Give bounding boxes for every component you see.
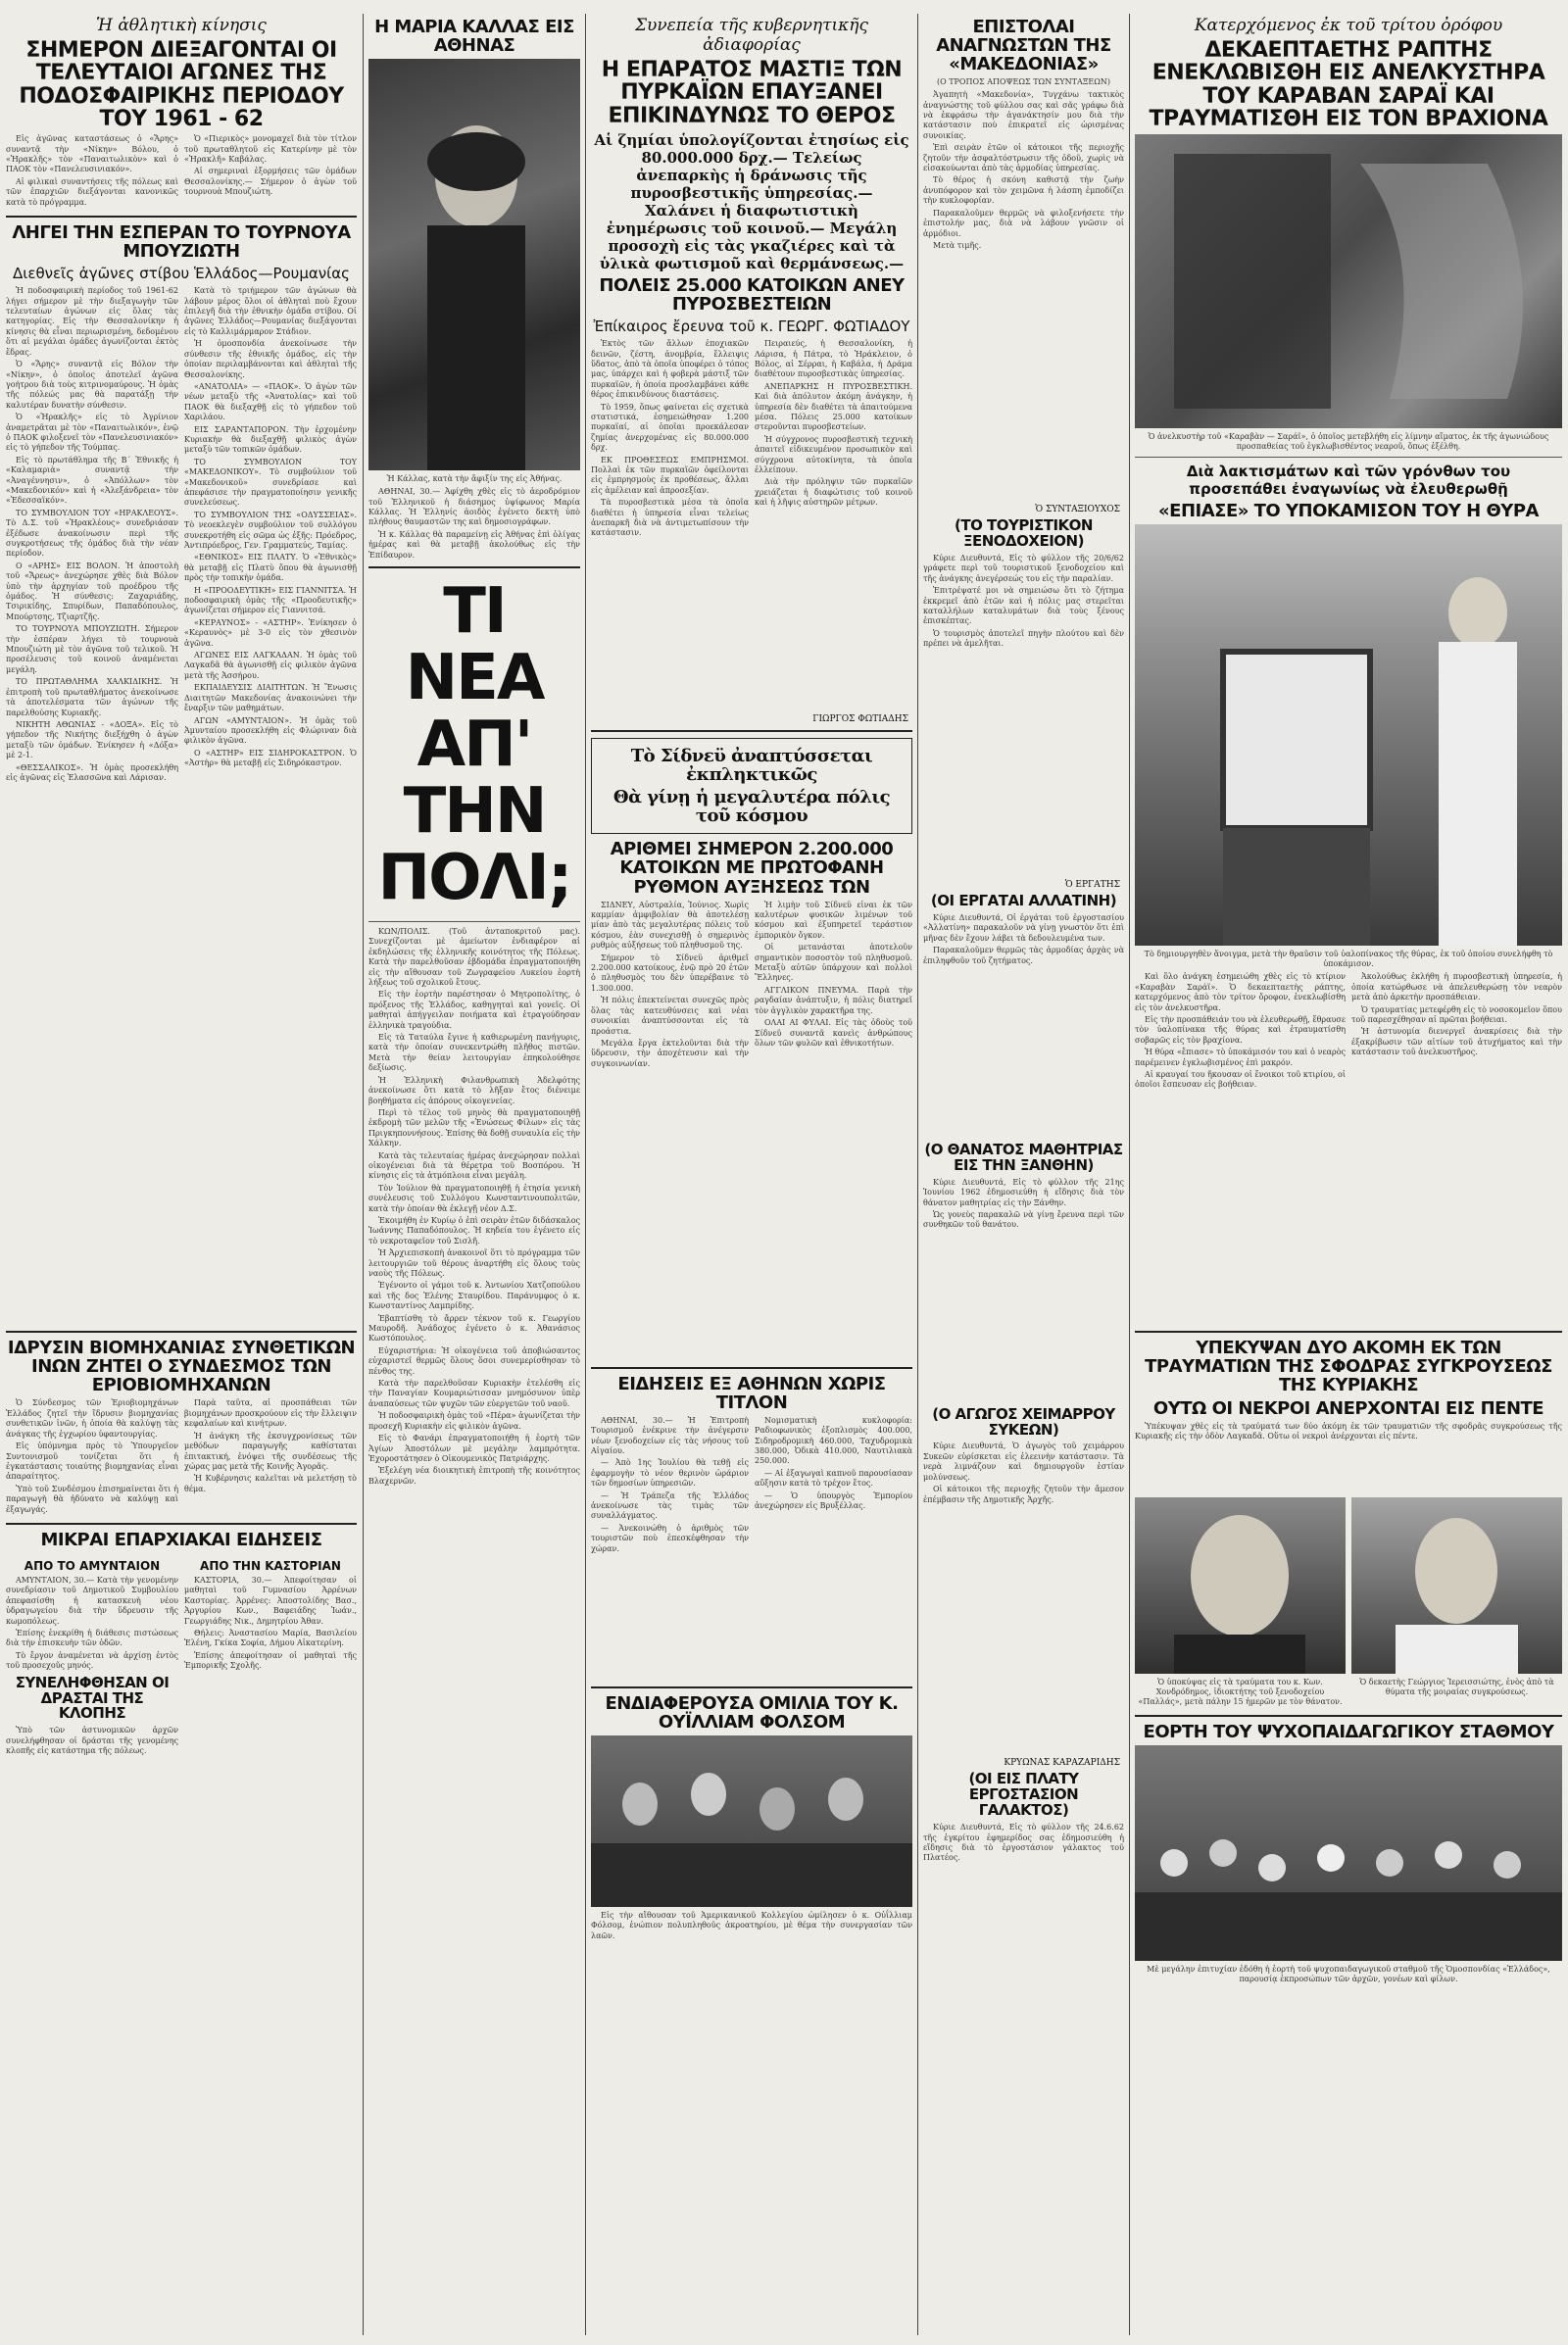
- column-rule: [1129, 14, 1130, 2335]
- elevator-photo: [1135, 134, 1562, 428]
- fire-kicker: Συνεπεία τῆς κυβερνητικῆς ἀδιαφορίας: [634, 16, 869, 55]
- injured-subheadline: ΟΥΤΩ ΟΙ ΝΕΚΡΟΙ ΑΝΕΡΧΟΝΤΑΙ ΕΙΣ ΠΕΝΤΕ: [1152, 1397, 1544, 1419]
- child-center-caption: Μὲ μεγάλην ἐπιτυχίαν ἐδόθη ἡ ἑορτὴ τοῦ ψυχοπαιδαγωγικοῦ σταθμοῦ τῆς Ὁμοσπονδίας «Ἑλλάδος», παρουσίᾳ ἐκπροσώπων τῶν ἀρχῶν, γονέων καὶ φίλων.: [1147, 1964, 1550, 1983]
- sydney-body: ΣΙΔΝΕΥ, Αὐστραλία, Ἰούνιος. Χωρὶς καμμίαν ἀμφιβολίαν θὰ ἀποτελέσῃ μίαν ἀπὸ τὰς μεγαλυτέρας πόλεις τοῦ κόσμου, ἐὰν συνεχισθῇ ὁ σημερινὸς ρυθμὸς αὐξήσεως τοῦ πληθυσμοῦ της. Σήμερον τὸ Σίδνεϋ ἀριθμεῖ 2.200.000 κατοίκους, ἐνῷ πρὸ 20 ἐτῶν ὁ πληθυσμὸς του δὲν ὑπερέβαινε τὸ 1.300.000. Ἡ πόλις ἐπεκτείνεται συνεχῶς πρὸς ὅλας τὰς κατευθύνσεις καὶ νέαι συνοικίαι ἀναπτύσσονται εἰς τὰ προάστια. Μεγάλα ἔργα ἐκτελοῦνται διὰ τὴν ὕδρευσιν, τὴν ἀποχέτευσιν καὶ τὴν συγκοινωνίαν. Ἡ λιμὴν τοῦ Σίδνεϋ εἶναι ἐκ τῶν καλυτέρων φυσικῶν λιμένων τοῦ κόσμου καὶ ἐξυπηρετεῖ τεράστιον ἐμπορικὸν ὄγκον. Οἱ μετανάσται ἀποτελοῦν σημαντικὸν ποσοστὸν τοῦ πληθυσμοῦ. Μεταξὺ αὐτῶν ὑπάρχουν καὶ πολλοὶ Ἕλληνες. ΑΓΓΛΙΚΟΝ ΠΝΕΥΜΑ. Παρὰ τὴν ραγδαίαν ἀνάπτυξιν, ἡ πόλις διατηρεῖ τὸν ἀγγλικὸν χαρακτῆρα της. ΟΛΑΙ ΑΙ ΦΥΛΑΙ. Εἰς τὰς ὁδοὺς τοῦ Σίδνεϋ συναντᾶ κανεὶς ἀνθρώπους ὅλων τῶν φυλῶν καὶ ἐθνικοτήτων.: [591, 900, 912, 1068]
- letter-milk-title: (ΟΙ ΕΙΣ ΠΛΑΤΥ ΕΡΓΟΣΤΑΣΙΟΝ ΓΑΛΑΚΤΟΣ): [968, 1770, 1079, 1820]
- provincial-headline: ΜΙΚΡΑΙ ΕΠΑΡΧΙΑΚΑΙ ΕΙΔΗΣΕΙΣ: [40, 1529, 322, 1550]
- sports-headline: ΣΗΜΕΡΟΝ ΔΙΕΞΑΓΟΝΤΑΙ ΟΙ ΤΕΛΕΥΤΑΙΟΙ ΑΓΩΝΕΣ ΤΗΣ ΠΟΔΟΣΦΑΙΡΙΚΗΣ ΠΕΡΙΟΔΟΥ ΤΟΥ 1961 - 62: [19, 38, 344, 131]
- injured-headline: ΥΠΕΚΥΨΑΝ ΔΥΟ ΑΚΟΜΗ ΕΚ ΤΩΝ ΤΡΑΥΜΑΤΙΩΝ ΤΗΣ ΣΦΟΔΡΑΣ ΣΥΓΚΡΟΥΣΕΩΣ ΤΗΣ ΚΥΡΙΑΚΗΣ: [1145, 1338, 1552, 1396]
- sydney-headline-1: Τὸ Σίδνεϋ ἀναπτύσσεται ἐκπληκτικῶς: [630, 746, 873, 786]
- sarai-body: Καὶ ὅλο ἀνάγκη ἐσημειώθη χθὲς εἰς τὸ κτίριον «Καραβὰν Σαράϊ». Ὁ δεκαεπταετὴς ράπτης, κατερχόμενος ἀπὸ τὸν τρίτον ὄροφον, ἐνεκλωβίσθη εἰς τὸν ἀνελκυστῆρα. Εἰς τὴν προσπάθειάν του νὰ ἐλευθερωθῇ, ἔθραυσε τὸν ὑαλοπίνακα τῆς θύρας καὶ ἐτραυματίσθη σοβαρῶς εἰς τὸν βραχίονα. Ἡ θύρα «ἔπιασε» τὸ ὑποκάμισόν του καὶ ὁ νεαρὸς παρέμεινεν ἐγκλωβισμένος ἐπὶ μακρόν. Αἱ κραυγαί του ἤκουσαν οἱ ἔνοικοι τοῦ κτιρίου, οἱ ὁποῖοι ἔσπευσαν εἰς βοήθειαν. Ἀκολούθως ἐκλήθη ἡ πυροσβεστικὴ ὑπηρεσία, ἡ ὁποία κατώρθωσε νὰ ἀπελευθερώσῃ τὸν νεαρὸν μετὰ ἀπὸ ἀρκετὴν προσπάθειαν. Ὁ τραυματίας μετεφέρθη εἰς τὸ νοσοκομεῖον ὅπου τοῦ παρεσχέθησαν αἱ πρῶται βοήθειαι. Ἡ ἀστυνομία διενεργεῖ ἀνακρίσεις διὰ τὴν ἐξακρίβωσιν τῶν αἰτίων τοῦ ἀτυχήματος καὶ τὴν κατάστασιν τοῦ ἀνελκυστῆρος.: [1135, 972, 1562, 1090]
- letters-note: (Ο ΤΡΟΠΟΣ ΑΠΟΨΕΩΣ ΤΩΝ ΣΥΝΤΑΞΕΩΝ): [936, 77, 1111, 87]
- callas-photo: [368, 59, 580, 470]
- column-rule: [585, 14, 586, 2335]
- provincial-kastoria-body: ΚΑΣΤΟΡΙΑ, 30.— Ἀπεφοίτησαν οἱ μαθηταὶ τοῦ Γυμνασίου Ἀρρένων Καστορίας. Ἀρρένες: Ἀποστολίδης Βασ., Ἀργυρίου Κων., Βαφειάδης Ἰωάν., Γεωργιάδης Νικ., Δημητρίου Ἀθαν. Θήλεις: Ἀναστασίου Μαρία, Βασιλείου Ἑλένη, Γκίκα Σοφία, Δήμου Αἰκατερίνη. Ἐπίσης ἀπεφοίτησαν οἱ μαθηταὶ τῆς Ἐμπορικῆς Σχολῆς.: [184, 1576, 357, 1671]
- letter-workers-title: (ΟΙ ΕΡΓΑΤΑΙ ΑΛΛΑΤΙΝΗ): [930, 892, 1117, 910]
- provincial-amyntaion-body: ΑΜΥΝΤΑΙΟΝ, 30.— Κατὰ τὴν γενομένην συνεδρίασιν τοῦ Δημοτικοῦ Συμβουλίου ἀπεφασίσθη ἡ κατασκευὴ νέου ὑδραγωγείου διὰ τὴν ὕδρευσιν τῆς κωμοπόλεως. Ἐπίσης ἐνεκρίθη ἡ διάθεσις πιστώσεως διὰ τὴν ἐπισκευὴν τῶν ὁδῶν. Τὸ ἔργον ἀναμένεται νὰ ἀρχίσῃ ἐντὸς τοῦ προσεχοῦς μηνός.: [6, 1576, 178, 1671]
- callas-body: ΑΘΗΝΑΙ, 30.— Ἀφίχθη χθὲς εἰς τὸ ἀεροδρόμιον τοῦ Ἑλληνικοῦ ἡ διάσημος ὑψίφωνος Μαρία Κάλλας. Ἡ Ἑλληνίς ἀοιδὸς ἐγένετο δεκτὴ ὑπὸ πλήθους θαυμαστῶν της καὶ δημοσιογράφων. Ἡ κ. Κάλλας θὰ παραμείνῃ εἰς Ἀθήνας ἐπὶ ὀλίγας ἡμέρας καὶ θὰ μεταβῇ ἀκολούθως εἰς τὴν Ἐπίδαυρον.: [368, 487, 580, 560]
- child-center-photo: [1135, 1745, 1562, 1961]
- tournament-headline: ΛΗΓΕΙ ΤΗΝ ΕΣΠΕΡΑΝ ΤΟ ΤΟΥΡΝΟΥΑ ΜΠΟΥΖΙΩΤΗ: [12, 222, 351, 263]
- letters-column: ΕΠΙΣΤΟΛΑΙ ΑΝΑΓΝΩΣΤΩΝ ΤΗΣ «ΜΑΚΕΔΟΝΙΑΣ» (Ο ΤΡΟΠΟΣ ΑΠΟΨΕΩΣ ΤΩΝ ΣΥΝΤΑΞΕΩΝ) Ἀγαπητὴ «Μακεδονία», Τυγχάνω τακτικὸς ἀναγνώστης τοῦ φύλλου σας καὶ σᾶς γράφω διὰ νὰ ἐκφράσω τὴν ἀγανάκτησίν μου διὰ τὴν κατάστασιν ποὺ ἐπικρατεῖ εἰς ὡρισμένας συνοικίας. Ἐπὶ σειρὰν ἐτῶν οἱ κάτοικοι τῆς περιοχῆς ζητοῦν τὴν ἀσφαλτόστρωσιν τῆς ὁδοῦ, χωρὶς νὰ εἰσακούωνται ἀπὸ τὰς ἁρμοδίας ὑπηρεσίας. Τὸ θέρος ἡ σκόνη καθιστᾷ τὴν ζωὴν ἀνυπόφορον καὶ τὸν χειμῶνα ἡ λάσπη ἐμποδίζει τὴν κυκλοφορίαν. Παρακαλοῦμεν θερμῶς νὰ φιλοξενήσετε τὴν ἐπιστολήν μας, διὰ νὰ λάβουν γνῶσιν οἱ ἁρμόδιοι. Μετὰ τιμῆς. Ὁ ΣΥΝΤΑΞΙΟΥΧΟΣ (ΤΟ ΤΟΥΡΙΣΤΙΚΟΝ ΞΕΝΟΔΟΧΕΙΟΝ) Κύριε Διευθυντά, Εἰς τὸ φύλλον τῆς 20/6/62 γράφετε περὶ τοῦ τουριστικοῦ ξενοδοχείου καὶ τῆς ἀνάγκης ἀνεγέρσεώς του εἰς τὴν παραλίαν. Ἐπιτρέψατέ μοι νὰ σημειώσω ὅτι τὸ ζήτημα ἐκκρεμεῖ ἀπὸ ἐτῶν καὶ ἡ πόλις μας στερεῖται καταλλήλων καταλυμάτων διὰ τοὺς ξένους ἐπισκέπτας. Ὁ τουρισμὸς ἀποτελεῖ πηγὴν πλούτου καὶ δὲν πρέπει νὰ ἀμελῆται. Ὁ ΕΡΓΑΤΗΣ (ΟΙ ΕΡΓΑΤΑΙ ΑΛΛΑΤΙΝΗ) Κύριε Διευθυντά, Οἱ ἐργάται τοῦ ἐργοστασίου «Ἀλλατίνη» παρακαλοῦν νὰ γίνῃ γνωστὸν ὅτι ἐπὶ μῆνας δὲν ἔχουν λάβει τὰ δεδουλευμένα των. Παρακαλοῦμεν θερμῶς τὰς ἁρμοδίας ἀρχὰς νὰ ἐπιληφθοῦν τοῦ ζητήματος. (Ο ΘΑΝΑΤΟΣ ΜΑΘΗΤΡΙΑΣ ΕΙΣ ΤΗΝ ΞΑΝΘΗΝ) Κύριε Διευθυντά, Εἰς τὸ φύλλον τῆς 21ης Ἰουνίου 1962 ἐδημοσιεύθη ἡ εἴδησις διὰ τὸν θάνατον μαθητρίας εἰς τὴν Ξάνθην. Ὡς γονεὺς παρακαλῶ νὰ γίνῃ ἔρευνα περὶ τῶν συνθηκῶν τοῦ θανάτου. (Ο ΑΓΩΓΟΣ ΧΕΙΜΑΡΡΟΥ ΣΥΚΕΩΝ) Κύριε Διευθυντά, Ὁ ἀγωγὸς τοῦ χειμάρρου Συκεῶν εὑρίσκεται εἰς ἐλεεινὴν κατάστασιν. Τὰ νερὰ λιμνάζουν καὶ δημιουργοῦν ἑστίαν μολύνσεως. Οἱ κάτοικοι τῆς περιοχῆς ζητοῦν τὴν ἄμεσον ἐπέμβασιν τῆς Δημοτικῆς Ἀρχῆς. ΚΡΥΩΝΑΣ ΚΑΡΑΖΑΡΙΔΗΣ (ΟΙ ΕΙΣ ΠΛΑΤΥ ΕΡΓΟΣΤΑΣΙΟΝ ΓΑΛΑΚΤΟΣ) Κύριε Διευθυντά, Εἰς τὸ φύλλον τῆς 24.6.62 τῆς ἐγκρίτου ἐφημερίδος σας ἐδημοσιεύθη ἡ εἴδησις διὰ τὸ ἐργοστάσιον γάλακτος τοῦ Πλατέος.: [923, 17, 1124, 1863]
- sports-long-body: Ἡ ποδοσφαιρικὴ περίοδος τοῦ 1961-62 λήγει σήμερον μὲ τὴν διεξαγωγὴν τῶν τελευταίων ἀγώνων εἰς ὅλας τὰς κατηγορίας. Εἰς τὴν Θεσσαλονίκην ἡ κίνησις θὰ εἶναι περιωρισμένη, δεδομένου ὅτι αἱ μεγάλαι ὁμάδες ἀγωνίζονται ἐκτὸς ἕδρας. Ὁ «Ἄρης» συναντᾷ εἰς Βόλον τὴν «Νίκην», ὁ ὁποῖος ἀποτελεῖ ἀγῶνα γοήτρου διὰ τοὺς κιτρινομαύρους. Ἡ ὁμὰς τῆς πόλεώς μας θὰ παρατάξῃ τὴν καλυτέραν δυνατὴν σύνθεσιν. Ὁ «Ἡρακλῆς» εἰς τὸ Ἀγρίνιον ἀναμετρᾶται μὲ τὸν «Παναιτωλικόν», ἐνῷ ὁ ΠΑΟΚ φιλοξενεῖ τὸν «Πανελευσινιακόν» εἰς τὸ γήπεδον τῆς Τούμπας. Εἰς τὸ πρωτάθλημα τῆς Β΄ Ἐθνικῆς ἡ «Καλαμαριὰ» συναντᾷ τὴν «Ἀναγέννησιν», ὁ «Ἀπόλλων» τὸν «Μακεδονικόν» καὶ ἡ «Ἀλεξάνδρεια» τὸν «Ἐδεσσαϊκόν». ΤΟ ΣΥΜΒΟΥΛΙΟΝ ΤΟΥ «ΗΡΑΚΛΕΟΥΣ». Τὸ Δ.Σ. τοῦ «Ἡρακλέους» συνεδριάσαν ἐξέδωσε ἀνακοίνωσιν περὶ τῆς συγκροτήσεως τῆς ὁμάδος διὰ τὴν νέαν περίοδον. Ο «ΑΡΗΣ» ΕΙΣ ΒΟΛΟΝ. Ἡ ἀποστολὴ τοῦ «Ἄρεως» ἀνεχώρησε χθὲς διὰ Βόλον ὑπὸ τὴν ἀρχηγίαν τοῦ προέδρου τῆς ὁμάδος. Ἡ σύνθεσις: Ζαχαριάδης, Τσιρικίδης, Σπυρίδων, Παπαδόπουλος, Μπούρτσης, Τζιαρτζῆς. ΤΟ ΤΟΥΡΝΟΥΑ ΜΠΟΥΖΙΩΤΗ. Σήμερον τὴν ἑσπέραν λήγει τὸ τουρνουὰ Μπουζιώτη μὲ τὸν ἀγῶνα τοῦ τελικοῦ. Ἡ προσέλευσις τοῦ κοινοῦ ἀναμένεται μεγάλη. ΤΟ ΠΡΩΤΑΘΛΗΜΑ ΧΑΛΚΙΔΙΚΗΣ. Ἡ ἐπιτροπὴ τοῦ πρωταθλήματος ἀνεκοίνωσε τὰ ἀποτελέσματα τῶν ἀγώνων τῆς παρελθούσης Κυριακῆς. ΝΙΚΗΤΗ ΑΘΩΝΙΑΣ - «ΔΟΞΑ». Εἰς τὸ γήπεδον τῆς Νικήτης διεξήχθη ὁ ἀγὼν μεταξὺ τῶν ὁμάδων. Ἐνίκησεν ἡ «Δόξα» μὲ 2-1. «ΘΕΣΣΑΛΙΚΟΣ». Ἡ ὁμὰς προσεκλήθη εἰς ἀγῶνας εἰς Ἐλασσῶνα καὶ Λάρισαν. Κατὰ τὸ τριήμερον τῶν ἀγώνων θὰ λάβουν μέρος ὅλοι οἱ ἀθληταὶ ποὺ ἔχουν ἐπιλεγῆ διὰ τὴν ἐθνικὴν ὁμάδα στίβου. Οἱ ἀγῶνες Ἑλλάδος—Ρουμανίας διεξάγονται εἰς τὸ Καλλιμάρμαρον Στάδιον. Ἡ ὁμοσπονδία ἀνεκοίνωσε τὴν σύνθεσιν τῆς ἐθνικῆς ὁμάδος, εἰς τὴν ὁποίαν περιλαμβάνονται καὶ ἀθληταὶ τῆς Θεσσαλονίκης. «ΑΝΑΤΟΛΙΑ» — «ΠΑΟΚ». Ὁ ἀγὼν τῶν νέων μεταξὺ τῆς «Ἀνατολίας» καὶ τοῦ ΠΑΟΚ θὰ διεξαχθῇ εἰς τὸ γήπεδον τοῦ Χαριλάου. ΕΙΣ ΣΑΡΑΝΤΑΠΟΡΟΝ. Τὴν ἐρχομένην Κυριακὴν θὰ διεξαχθῇ φιλικὸς ἀγὼν μεταξὺ τῶν τοπικῶν ὁμάδων. ΤΟ ΣΥΜΒΟΥΛΙΟΝ ΤΟΥ «ΜΑΚΕΔΟΝΙΚΟΥ». Τὸ συμβούλιον τοῦ «Μακεδονικοῦ» συνεδρίασε καὶ ἀπεφάσισε τὴν πραγματοποίησιν γενικῆς συνελεύσεως. ΤΟ ΣΥΜΒΟΥΛΙΟΝ ΤΗΣ «ΟΔΥΣΣΕΙΑΣ». Τὸ νεοεκλεγὲν συμβούλιον τοῦ συλλόγου συνεκροτήθη εἰς σῶμα ὡς ἑξῆς: Πρόεδρος, Ἀντιπρόεδρος, Γεν. Γραμματεύς, Ταμίας. «ΕΘΝΙΚΟΣ» ΕΙΣ ΠΛΑΤΥ. Ὁ «Ἐθνικὸς» θὰ μεταβῇ εἰς Πλατὺ ὅπου θὰ ἀγωνισθῇ πρὸς τὴν τοπικὴν ὁμάδα. Η «ΠΡΟΟΔΕΥΤΙΚΗ» ΕΙΣ ΓΙΑΝΝΙΤΣΑ. Ἡ ποδοσφαιρικὴ ὁμὰς τῆς «Προοδευτικῆς» ἀγωνίζεται σήμερον εἰς Γιαννιτσά. «ΚΕΡΑΥΝΟΣ» - «ΑΣΤΗΡ». Ἐνίκησεν ὁ «Κεραυνὸς» μὲ 3-0 εἰς τὸν χθεσινὸν ἀγῶνα. ΑΓΩΝΕΣ ΕΙΣ ΛΑΓΚΑΔΑΝ. Ἡ ὁμὰς τοῦ Λαγκαδᾶ θὰ ἀγωνισθῇ εἰς φιλικὸν ἀγῶνα μετὰ τῆς Ἀσσήρου. ΕΚΠΑΙΔΕΥΣΙΣ ΔΙΑΙΤΗΤΩΝ. Ἡ Ἕνωσις Διαιτητῶν Μακεδονίας ἀνακοινώνει τὴν ἔναρξιν τῶν μαθημάτων. ΑΓΩΝ «ΑΜΥΝΤΑΙΟΝ». Ἡ ὁμὰς τοῦ Ἀμυνταίου προσεκλήθη εἰς Φλώριναν διὰ φιλικὸν ἀγῶνα. Ο «ΑΣΤΗΡ» ΕΙΣ ΣΙΔΗΡΟΚΑΣΤΡΟΝ. Ὁ «Ἀστὴρ» θὰ μεταβῇ εἰς Σιδηρόκαστρον.: [6, 286, 357, 782]
- fire-deck: Αἱ ζημίαι ὑπολογίζονται ἐτησίως εἰς 80.000.000 δρχ.— Τελείως ἀνεπαρκὴς ἡ δράνωσις τῆς πυροσβεστικῆς ὑπηρεσίας.— Χαλάνει ἡ διαφωτιστικὴ ἐνημέρωσις τοῦ κοινοῦ.— Μεγάλη προσοχὴ εἰς τὰς γκαζιέρες καὶ τὰ ὑλικὰ φωτισμοῦ καὶ θερμάνσεως.—: [594, 130, 909, 272]
- sydney-subheadline: ΑΡΙΘΜΕΙ ΣΗΜΕΡΟΝ 2.200.000 ΚΑΤΟΙΚΩΝ ΜΕ ΠΡΩΤΟΦΑΝΗ ΡΥΘΜΟΝ ΑΥΞΗΣΕΩΣ ΤΩΝ: [610, 839, 894, 898]
- provincial-kastoria-title: ΑΠΟ ΤΗΝ ΚΑΣΤΟΡΙΑΝ: [200, 1559, 341, 1574]
- folsom-headline: ΕΝΔΙΑΦΕΡΟΥΣΑ ΟΜΙΛΙΑ ΤΟΥ Κ. ΟΥΪΛΛΙΑΜ ΦΟΛΣΟΜ: [605, 1692, 899, 1733]
- sports-body: Εἰς ἀγῶνας καταστάσεως ὁ «Ἄρης» συναντᾷ τὴν «Νίκην» Βόλου, ὁ «Ἡρακλῆς» τὸν «Παναιτωλικὸν» καὶ ὁ ΠΑΟΚ τὸν «Πανελευσινιακόν». Αἱ φιλικαὶ συναντήσεις τῆς πόλεως καὶ τῶν ἐπαρχιῶν διεξάγονται κανονικῶς κατὰ τὸ πρόγραμμα. Ὁ «Πιερικὸς» μονομαχεῖ διὰ τὸν τίτλον τοῦ πρωταθλητοῦ εἰς Κατερίνην μὲ τὸν «Ἡρακλῆ» Καβάλας. Αἱ σημεριναὶ ἐξορμήσεις τῶν ὁμάδων Θεσσαλονίκης.— Σήμερον ὁ ἀγὼν τοῦ τουρνουὰ Μπουζιώτη.: [6, 134, 357, 207]
- industry-headline: ΙΔΡΥΣΙΝ ΒΙΟΜΗΧΑΝΙΑΣ ΣΥΝΘΕΤΙΚΩΝ ΙΝΩΝ ΖΗΤΕΙ Ο ΣΥΝΔΕΣΜΟΣ ΤΩΝ ΕΡΙΟΒΙΟΜΗΧΑΝΩΝ: [7, 1338, 356, 1396]
- athens-news-headline: ΕΙΔΗΣΕΙΣ ΕΞ ΑΘΗΝΩΝ ΧΩΡΙΣ ΤΙΤΛΟΝ: [617, 1373, 886, 1413]
- fire-body: Ἐκτὸς τῶν ἄλλων ἐποχιακῶν δεινῶν, ζέστη, ἀνομβρία, ἔλλειψις ὕδατος, ἀπὸ τὰ ὁποῖα ὑποφέρει ὁ τόπος μας, ὑπάρχει καὶ ἡ φοβερὰ μάστιξ τῶν πυρκαϊῶν, ἡ ὁποία προσλαμβάνει κάθε θέρος ἐπικινδύνους διαστάσεις. Τὸ 1959, ὅπως φαίνεται εἰς σχετικὰ στατιστικά, ἐσημειώθησαν 1.200 πυρκαϊαί, αἱ ὁποῖαι προεκάλεσαν ζημίας ἀνερχομένας εἰς 80.000.000 δρχ. ΕΚ ΠΡΟΘΕΣΕΩΣ ΕΜΠΡΗΣΜΟΙ. Πολλαὶ ἐκ τῶν πυρκαϊῶν ὀφείλονται εἰς ἐμπρησμοὺς ἐκ προθέσεως, ἄλλαι εἰς ἀμέλειαν καὶ ἀπροσεξίαν. Τὰ πυροσβεστικὰ μέσα τὰ ὁποῖα διαθέτει ἡ ὑπηρεσία εἶναι τελείως ἀνεπαρκῆ διὰ νὰ ἀντιμετωπίσουν τὴν κατάστασιν. Πειραιεύς, ἡ Θεσσαλονίκη, ἡ Λάρισα, ἡ Πάτρα, τὸ Ἡράκλειον, ὁ Βόλος, αἱ Σέρραι, ἡ Καβάλα, ἡ Δράμα διαθέτουν πυροσβεστικὰς ὑπηρεσίας. ΑΝΕΠΑΡΚΗΣ Η ΠΥΡΟΣΒΕΣΤΙΚΗ. Καὶ διὰ ἀπόλυτον ἀκόμη ἀνάγκην, ἡ ὑπηρεσία δὲν διαθέτει τὰ ἀπαιτούμενα μέσα. Πόλεις 25.000 κατοίκων στεροῦνται πυροσβεστείων. Ἡ σύγχρονος πυροσβεστικὴ τεχνικὴ ἀπαιτεῖ εἰδικευμένον προσωπικὸν καὶ σύγχρονα αὐτοκίνητα, τὰ ὁποῖα ἐλλείπουν. Διὰ τὴν πρόληψιν τῶν πυρκαϊῶν χρειάζεται ἡ διαφώτισις τοῦ κοινοῦ καὶ ἡ λῆψις αὐστηρῶν μέτρων.: [591, 339, 912, 538]
- sarai-subheadline: «ΕΠΙΑΣΕ» ΤΟ ΥΠΟΚΑΜΙΣΟΝ ΤΟΥ Η ΘΥΡΑ: [1158, 501, 1539, 522]
- door-photo: [1135, 524, 1562, 946]
- victim-photo-left: [1135, 1497, 1346, 1674]
- ti-nea-body: ΚΩΝ/ΠΟΛΙΣ. (Τοῦ ἀνταποκριτοῦ μας). Συνεχίζονται μὲ ἀμείωτον ἐνδιαφέρον αἱ ἐκδηλώσεις τῆς ἑλληνικῆς κοινότητος τῆς Πόλεως. Κατὰ τὴν παρελθοῦσαν ἑβδομάδα ἐπραγματοποιήθη εἰς τὴν αἴθουσαν τοῦ Ζωγραφείου Λυκείου ἑορτὴ λήξεως τοῦ σχολικοῦ ἔτους. Εἰς τὴν ἑορτὴν παρέστησαν ὁ Μητροπολίτης, ὁ πρόξενος τῆς Ἑλλάδος, καθηγηταὶ καὶ γονεῖς. Οἱ μαθηταὶ ἀπήγγειλαν ποιήματα καὶ ἐτραγούδησαν ἑλληνικὰ τραγούδια. Εἰς τὰ Ταταύλα ἔγινε ἡ καθιερωμένη πανήγυρις, κατὰ τὴν ὁποίαν συνεκεντρώθη πλῆθος πιστῶν. Μετὰ τὴν θείαν λειτουργίαν ἐπηκολούθησε δεξίωσις. Ἡ Ἑλληνικὴ Φιλανθρωπικὴ Ἀδελφότης ἀνεκοίνωσε ὅτι κατὰ τὸ λῆξαν ἔτος διένειμε βοηθήματα εἰς ἀπόρους οἰκογενείας. Περὶ τὸ τέλος τοῦ μηνὸς θὰ πραγματοποιηθῇ ἐκδρομὴ τῶν μελῶν τῆς «Ἑνώσεως Φίλων» εἰς τὰς Πριγκηποννήσους. Ἐπίσης θὰ δοθῇ συναυλία εἰς τὴν Χάλκην. Κατὰ τὰς τελευταίας ἡμέρας ἀνεχώρησαν πολλαὶ οἰκογένειαι διὰ τὰ θέρετρα τοῦ Βοσπόρου. Ἡ κίνησις εἰς τὰ ἀτμόπλοια εἶναι μεγάλη. Τὸν Ἰούλιον θὰ πραγματοποιηθῇ ἡ ἐτησία γενικὴ συνέλευσις τοῦ Συλλόγου Κωνσταντινουπολιτῶν, κατὰ τὴν ὁποίαν θὰ ἐκλεγῇ νέον Δ.Σ. Ἐκοιμήθη ἐν Κυρίῳ ὁ ἐπὶ σειρὰν ἐτῶν διδάσκαλος Ἰωάννης Παπαδόπουλος. Ἡ κηδεία του ἐγένετο εἰς τὸ νεκροταφεῖον τοῦ Σισλῆ. Ἡ Ἀρχιεπισκοπὴ ἀνακοινοῖ ὅτι τὸ πρόγραμμα τῶν λειτουργιῶν τοῦ θέρους ἀναρτήθη εἰς ὅλους τοὺς ναοὺς τῆς Πόλεως. Ἐγένοντο οἱ γάμοι τοῦ κ. Ἀντωνίου Χατζοπούλου καὶ τῆς δος Ἑλένης Σταυρίδου. Παράνυμφος ὁ κ. Κωνσταντίνος Λαμπρίδης. Ἐβαπτίσθη τὸ ἄρρεν τέκνον τοῦ κ. Γεωργίου Μαυροδῆ. Ἀνάδοχος ἐγένετο ὁ κ. Ἀθανάσιος Κωστόπουλος. Εὐχαριστήρια: Ἡ οἰκογένεια τοῦ ἀποβιώσαντος εὐχαριστεῖ θερμῶς ὅλους ὅσοι συνεμερίσθησαν τὸ πένθος της. Κατὰ τὴν παρελθοῦσαν Κυριακὴν ἐτελέσθη εἰς τὴν Παναγίαν Κουμαριώτισσαν μνημόσυνον ὑπὲρ ἀναπαύσεως τῶν ψυχῶν τῶν εὐεργετῶν τοῦ ναοῦ. Ἡ ποδοσφαιρικὴ ὁμὰς τοῦ «Πέρα» ἀγωνίζεται τὴν προσεχῆ Κυριακὴν εἰς φιλικὸν ἀγῶνα. Εἰς τὸ Φανάρι ἐπραγματοποιήθη ἡ ἑορτὴ τῶν Ἁγίων Ἀποστόλων μὲ μεγάλην λαμπρότητα. Ἐχοροστάτησεν ὁ Οἰκουμενικὸς Πατριάρχης. Ἐξελέγη νέα διοικητικὴ ἐπιτροπὴ τῆς κοινότητος Βλαχερνῶν.: [368, 927, 580, 1486]
- fotiadis-signature: ΓΙΩΡΓΟΣ ΦΩΤΙΑΔΗΣ: [812, 714, 908, 725]
- victim-photo-right: [1351, 1497, 1562, 1674]
- sarai-kicker: Κατερχόμενος ἐκ τοῦ τρίτου ὀρόφου: [1194, 16, 1503, 35]
- fire-headline: Η ΕΠΑΡΑΤΟΣ ΜΑΣΤΙΞ ΤΩΝ ΠΥΡΚΑΪΩΝ ΕΠΑΥΞΑΝΕΙ ΕΠΙΚΙΝΔΥΝΩΣ ΤΟ ΘΕΡΟΣ: [601, 58, 903, 128]
- letters-headline: ΕΠΙΣΤΟΛΑΙ ΑΝΑΓΝΩΣΤΩΝ ΤΗΣ «ΜΑΚΕΔΟΝΙΑΣ»: [936, 17, 1111, 75]
- athletics-subheadline: Διεθνεῖς ἀγῶνες στίβου Ἑλλάδος—Ρουμανίας: [13, 265, 350, 283]
- provincial-amyntaion-title: ΑΠΟ ΤΟ ΑΜΥΝΤΑΙΟΝ: [24, 1559, 161, 1574]
- letter-student-title: (Ο ΘΑΝΑΤΟΣ ΜΑΘΗΤΡΙΑΣ ΕΙΣ ΤΗΝ ΞΑΝΘΗΝ): [924, 1140, 1123, 1174]
- callas-headline: Η ΜΑΡΙΑ ΚΑΛΛΑΣ ΕΙΣ ΑΘΗΝΑΣ: [374, 17, 574, 57]
- letter-tourist-title: (ΤΟ ΤΟΥΡΙΣΤΙΚΟΝ ΞΕΝΟΔΟΧΕΙΟΝ): [955, 516, 1093, 551]
- fires-column: Συνεπεία τῆς κυβερνητικῆς ἀδιαφορίας Η ΕΠΑΡΑΤΟΣ ΜΑΣΤΙΞ ΤΩΝ ΠΥΡΚΑΪΩΝ ΕΠΑΥΞΑΝΕΙ ΕΠΙΚΙΝΔΥΝΩΣ ΤΟ ΘΕΡΟΣ Αἱ ζημίαι ὑπολογίζονται ἐτησίως εἰς 80.000.000 δρχ.— Τελείως ἀνεπαρκὴς ἡ δράνωσις τῆς πυροσβεστικῆς ὑπηρεσίας.— Χαλάνει ἡ διαφωτιστικὴ ἐνημέρωσις τοῦ κοινοῦ.— Μεγάλη προσοχὴ εἰς τὰς γκαζιέρες καὶ τὰ ὑλικὰ φωτισμοῦ καὶ θερμάνσεως.— ΠΟΛΕΙΣ 25.000 ΚΑΤΟΙΚΩΝ ΑΝΕΥ ΠΥΡΟΣΒΕΣΤΕΙΩΝ Ἐπίκαιρος ἔρευνα τοῦ κ. ΓΕΩΡΓ. ΦΩΤΙΑΔΟΥ Ἐκτὸς τῶν ἄλλων ἐποχιακῶν δεινῶν, ζέστη, ἀνομβρία, ἔλλειψις ὕδατος, ἀπὸ τὰ ὁποῖα ὑποφέρει ὁ τόπος μας, ὑπάρχει καὶ ἡ φοβερὰ μάστιξ τῶν πυρκαϊῶν, ἡ ὁποία προσλαμβάνει κάθε θέρος ἐπικινδύνους διαστάσεις. Τὸ 1959, ὅπως φαίνεται εἰς σχετικὰ στατιστικά, ἐσημειώθησαν 1.200 πυρκαϊαί, αἱ ὁποῖαι προεκάλεσαν ζημίας ἀνερχομένας εἰς 80.000.000 δρχ. ΕΚ ΠΡΟΘΕΣΕΩΣ ΕΜΠΡΗΣΜΟΙ. Πολλαὶ ἐκ τῶν πυρκαϊῶν ὀφείλονται εἰς ἐμπρησμοὺς ἐκ προθέσεως, ἄλλαι εἰς ἀμέλειαν καὶ ἀπροσεξίαν. Τὰ πυροσβεστικὰ μέσα τὰ ὁποῖα διαθέτει ἡ ὑπηρεσία εἶναι τελείως ἀνεπαρκῆ διὰ νὰ ἀντιμετωπίσουν τὴν κατάστασιν. Πειραιεύς, ἡ Θεσσαλονίκη, ἡ Λάρισα, ἡ Πάτρα, τὸ Ἡράκλειον, ὁ Βόλος, αἱ Σέρραι, ἡ Καβάλα, ἡ Δράμα διαθέτουν πυροσβεστικὰς ὑπηρεσίας. ΑΝΕΠΑΡΚΗΣ Η ΠΥΡΟΣΒΕΣΤΙΚΗ. Καὶ διὰ ἀπόλυτον ἀκόμη ἀνάγκην, ἡ ὑπηρεσία δὲν διαθέτει τὰ ἀπαιτούμενα μέσα. Πόλεις 25.000 κατοίκων στεροῦνται πυροσβεστείων. Ἡ σύγχρονος πυροσβεστικὴ τεχνικὴ ἀπαιτεῖ εἰδικευμένον προσωπικὸν καὶ σύγχρονα αὐτοκίνητα, τὰ ὁποῖα ἐλλείπουν. Διὰ τὴν πρόληψιν τῶν πυρκαϊῶν χρειάζεται ἡ διαφώτισις τοῦ κοινοῦ καὶ ἡ λῆψις αὐστηρῶν μέτρων. ΓΙΩΡΓΟΣ ΦΩΤΙΑΔΗΣ Τὸ Σίδνεϋ ἀναπτύσσεται ἐκπληκτικῶς Θὰ γίνῃ ἡ μεγαλυτέρα πόλις τοῦ κόσμου ΑΡΙΘΜΕΙ ΣΗΜΕΡΟΝ 2.200.000 ΚΑΤΟΙΚΩΝ ΜΕ ΠΡΩΤΟΦΑΝΗ ΡΥΘΜΟΝ ΑΥΞΗΣΕΩΣ ΤΩΝ ΣΙΔΝΕΥ, Αὐστραλία, Ἰούνιος. Χωρὶς καμμίαν ἀμφιβολίαν θὰ ἀποτελέσῃ μίαν ἀπὸ τὰς μεγαλυτέρας πόλεις τοῦ κόσμου, ἐὰν συνεχισθῇ ὁ σημερινὸς ρυθμὸς αὐξήσεως τοῦ πληθυσμοῦ της. Σήμερον τὸ Σίδνεϋ ἀριθμεῖ 2.200.000 κατοίκους, ἐνῷ πρὸ 20 ἐτῶν ὁ πληθυσμὸς του δὲν ὑπερέβαινε τὸ 1.300.000. Ἡ πόλις ἐπεκτείνεται συνεχῶς πρὸς ὅλας τὰς κατευθύνσεις καὶ νέαι συνοικίαι ἀναπτύσσονται εἰς τὰ προάστια. Μεγάλα ἔργα ἐκτελοῦνται διὰ τὴν ὕδρευσιν, τὴν ἀποχέτευσιν καὶ τὴν συγκοινωνίαν. Ἡ λιμὴν τοῦ Σίδνεϋ εἶναι ἐκ τῶν καλυτέρων φυσικῶν λιμένων τοῦ κόσμου καὶ ἐξυπηρετεῖ τεράστιον ἐμπορικὸν ὄγκον. Οἱ μετανάσται ἀποτελοῦν σημαντικὸν ποσοστὸν τοῦ πληθυσμοῦ. Μεταξὺ αὐτῶν ὑπάρχουν καὶ πολλοὶ Ἕλληνες. ΑΓΓΛΙΚΟΝ ΠΝΕΥΜΑ. Παρὰ τὴν ραγδαίαν ἀνάπτυξιν, ἡ πόλις διατηρεῖ τὸν ἀγγλικὸν χαρακτῆρα της. ΟΛΑΙ ΑΙ ΦΥΛΑΙ. Εἰς τὰς ὁδοὺς τοῦ Σίδνεϋ συναντᾶ κανεὶς ἀνθρώπους ὅλων τῶν φυλῶν καὶ ἐθνικοτήτων. ΕΙΔΗΣΕΙΣ ΕΞ ΑΘΗΝΩΝ ΧΩΡΙΣ ΤΙΤΛΟΝ ΑΘΗΝΑΙ, 30.— Ἡ Ἐπιτροπὴ Τουρισμοῦ ἐνέκρινε τὴν ἀνέγερσιν νέων ξενοδοχείων εἰς τὰς νήσους τοῦ Αἰγαίου. — Ἀπὸ 1ης Ἰουλίου θὰ τεθῇ εἰς ἐφαρμογὴν τὸ νέον θερινὸν ὡράριον τῶν δημοσίων ὑπηρεσιῶν. — Ἡ Τράπεζα τῆς Ἑλλάδος ἀνεκοίνωσε τὰς τιμὰς τῶν συναλλάγματος. — Ἀνεκοινώθη ὁ ἀριθμὸς τῶν τουριστῶν ποὺ ἐπεσκέφθησαν τὴν χώραν. Νομισματικὴ κυκλοφορία: Ραδιοφωνικὸς ἐξοπλισμὸς 400.000, Σιδηροδρομικὴ 460.000, Ταχυδρομικὰ 380.000, Ὀδικὰ 410.000, Ναυτιλιακὰ 250.000. — Αἱ ἐξαγωγαὶ καπνοῦ παρουσίασαν αὔξησιν κατὰ τὸ τρέχον ἔτος. — Ὁ ὑπουργὸς Ἐμπορίου ἀνεχώρησεν εἰς Βρυξέλλας. ΕΝΔΙΑΦΕΡΟΥΣΑ ΟΜΙΛΙΑ ΤΟΥ Κ. ΟΥΪΛΛΙΑΜ ΦΟΛΣΟΜ Εἰς τὴν αἴθουσαν τοῦ Ἀμερικανικοῦ Κολλεγίου ὡμίλησεν ὁ κ. Οὐΐλλιαμ Φόλσομ, ἐνώπιον πολυπληθοῦς ἀκροατηρίου, μὲ θέμα τὴν συνεργασίαν τῶν λαῶν.: [591, 16, 912, 1940]
- letter-pitch-title: (Ο ΑΓΩΓΟΣ ΧΕΙΜΑΡΡΟΥ ΣΥΚΕΩΝ): [932, 1404, 1115, 1439]
- sports-kicker: Ἡ ἀθλητικὴ κίνησις: [96, 16, 267, 35]
- callas-photo-figure: [368, 59, 580, 470]
- sarai-column: Κατερχόμενος ἐκ τοῦ τρίτου ὀρόφου ΔΕΚΑΕΠΤΑΕΤΗΣ ΡΑΠΤΗΣ ΕΝΕΚΛΩΒΙΣΘΗ ΕΙΣ ΑΝΕΛΚΥΣΤΗΡΑ ΤΟΥ ΚΑΡΑΒΑΝ ΣΑΡΑΪ ΚΑΙ ΤΡΑΥΜΑΤΙΣΘΗ ΕΙΣ ΤΟΝ ΒΡΑΧΙΟΝΑ Ὁ ἀνελκυστὴρ τοῦ «Καραβὰν — Σαράϊ», ὁ ὁποῖος μετεβλήθη εἰς λίμνην αἵματος, ἐκ τῆς ἀγωνιώδους προσπαθείας τοῦ ἐγκλωβισθέντος νεαροῦ, ὅπως ἐξέλθη. Διὰ λακτισμάτων καὶ τῶν γρόνθων του προσεπάθει ἐναγωνίως νὰ ἐλευθερωθῇ «ΕΠΙΑΣΕ» ΤΟ ΥΠΟΚΑΜΙΣΟΝ ΤΟΥ Η ΘΥΡΑ Τὸ δημιουργηθὲν ἄνοιγμα, μετὰ τὴν θραῦσιν τοῦ ὑαλοπίνακος τῆς θύρας, ἐκ τοῦ ὁποίου συνελήφθη τὸ ὑποκάμισον. Καὶ ὅλο ἀνάγκη ἐσημειώθη χθὲς εἰς τὸ κτίριον «Καραβὰν Σαράϊ». Ὁ δεκαεπταετὴς ράπτης, κατερχόμενος ἀπὸ τὸν τρίτον ὄροφον, ἐνεκλωβίσθη εἰς τὸν ἀνελκυστῆρα. Εἰς τὴν προσπάθειάν του νὰ ἐλευθερωθῇ, ἔθραυσε τὸν ὑαλοπίνακα τῆς θύρας καὶ ἐτραυματίσθη σοβαρῶς εἰς τὸν βραχίονα. Ἡ θύρα «ἔπιασε» τὸ ὑποκάμισόν του καὶ ὁ νεαρὸς παρέμεινεν ἐγκλωβισμένος ἐπὶ μακρόν. Αἱ κραυγαί του ἤκουσαν οἱ ἔνοικοι τοῦ κτιρίου, οἱ ὁποῖοι ἔσπευσαν εἰς βοήθειαν. Ἀκολούθως ἐκλήθη ἡ πυροσβεστικὴ ὑπηρεσία, ἡ ὁποία κατώρθωσε νὰ ἀπελευθερώσῃ τὸν νεαρὸν μετὰ ἀπὸ ἀρκετὴν προσπάθειαν. Ὁ τραυματίας μετεφέρθη εἰς τὸ νοσοκομεῖον ὅπου τοῦ παρεσχέθησαν αἱ πρῶται βοήθειαι. Ἡ ἀστυνομία διενεργεῖ ἀνακρίσεις διὰ τὴν ἐξακρίβωσιν τῶν αἰτίων τοῦ ἀτυχήματος καὶ τὴν κατάστασιν τοῦ ἀνελκυστῆρος. ΥΠΕΚΥΨΑΝ ΔΥΟ ΑΚΟΜΗ ΕΚ ΤΩΝ ΤΡΑΥΜΑΤΙΩΝ ΤΗΣ ΣΦΟΔΡΑΣ ΣΥΓΚΡΟΥΣΕΩΣ ΤΗΣ ΚΥΡΙΑΚΗΣ ΟΥΤΩ ΟΙ ΝΕΚΡΟΙ ΑΝΕΡΧΟΝΤΑΙ ΕΙΣ ΠΕΝΤΕ Ὑπέκυψαν χθὲς εἰς τὰ τραύματά των δύο ἀκόμη ἐκ τῶν τραυματιῶν τῆς σφοδρᾶς συγκρούσεως τῆς Κυριακῆς εἰς τὴν ὁδὸν Λαγκαδᾶ. Οὕτω οἱ νεκροὶ ἀνέρχονται εἰς πέντε. Ὁ ὑποκύψας εἰς τὰ τραύματα του κ. Κων. Χονδρόδημος, ἰδιοκτήτης τοῦ ξενοδοχείου «Παλλάς», μετὰ πάλην 15 ἡμερῶν με τὸν θάνατον. Ὁ δεκαετὴς Γεώργιος Ἱερεισσιώτης, ἐνὸς ἀπὸ τὰ θύματα τῆς μοιραίας συγκρούσεως. ΕΟΡΤΗ ΤΟΥ ΨΥΧΟΠΑΙΔΑΓΩΓΙΚΟΥ ΣΤΑΘΜΟΥ Μὲ μεγάλην ἐπιτυχίαν ἐδόθη ἡ ἑορτὴ τοῦ ψυχοπαιδαγωγικοῦ σταθμοῦ τῆς Ὁμοσπονδίας «Ἑλλάδος», παρουσίᾳ ἐκπροσώπων τῶν ἀρχῶν, γονέων καὶ φίλων.: [1135, 16, 1562, 1983]
- folsom-photo: [591, 1735, 912, 1907]
- cities-subheadline: Ἐπίκαιρος ἔρευνα τοῦ κ. ΓΕΩΡΓ. ΦΩΤΙΑΔΟΥ: [593, 318, 910, 336]
- kryonas-signature: ΚΡΥΩΝΑΣ ΚΑΡΑΖΑΡΙΔΗΣ: [1004, 1758, 1120, 1769]
- sydney-headline-2: Θὰ γίνῃ ἡ μεγαλυτέρα πόλις τοῦ κόσμου: [612, 787, 891, 827]
- door-caption: Τὸ δημιουργηθὲν ἄνοιγμα, μετὰ τὴν θραῦσιν τοῦ ὑαλοπίνακος τῆς θύρας, ἐκ τοῦ ὁποίου συνελήφθη τὸ ὑποκάμισον.: [1144, 950, 1553, 969]
- worker-signature: Ὁ ΕΡΓΑΤΗΣ: [1064, 880, 1120, 891]
- sydney-box: [591, 738, 912, 834]
- arrest-headline: ΣΥΝΕΛΗΦΘΗΣΑΝ ΟΙ ΔΡΑΣΤΑΙ ΤΗΣ ΚΛΟΠΗΣ: [15, 1673, 170, 1723]
- child-center-headline: ΕΟΡΤΗ ΤΟΥ ΨΥΧΟΠΑΙΔΑΓΩΓΙΚΟΥ ΣΤΑΘΜΟΥ: [1143, 1721, 1554, 1742]
- sarai-headline: ΔΕΚΑΕΠΤΑΕΤΗΣ ΡΑΠΤΗΣ ΕΝΕΚΛΩΒΙΣΘΗ ΕΙΣ ΑΝΕΛΚΥΣΤΗΡΑ ΤΟΥ ΚΑΡΑΒΑΝ ΣΑΡΑΪ ΚΑΙ ΤΡΑΥΜΑΤΙΣΘΗ ΕΙΣ ΤΟΝ ΒΡΑΧΙΟΝΑ: [1149, 38, 1548, 131]
- sarai-deck: Διὰ λακτισμάτων καὶ τῶν γρόνθων του προσεπάθει ἐναγωνίως νὰ ἐλευθερωθῇ: [1186, 463, 1511, 499]
- callas-column: [368, 14, 580, 2335]
- callas-caption: Ἡ Κάλλας, κατὰ τὴν ἄφιξίν της εἰς Ἀθήνας.: [386, 474, 563, 484]
- industry-body: Ὁ Σύνδεσμος τῶν Ἐριοβιομηχάνων Ἑλλάδος ζητεῖ τὴν ἵδρυσιν βιομηχανίας συνθετικῶν ἰνῶν, ἡ ὁποία θὰ καλύψῃ τὰς ἀνάγκας τῆς ἐγχωρίου ὑφαντουργίας. Εἰς ὑπόμνημα πρὸς τὸ Ὑπουργεῖον Συντονισμοῦ τονίζεται ὅτι ἡ ἐγκατάστασις τοιαύτης βιομηχανίας εἶναι ἀπαραίτητος. Ὑπὸ τοῦ Συνδέσμου ἐπισημαίνεται ὅτι ἡ παραγωγὴ θὰ ἠδύνατο νὰ καλύψῃ καὶ ἐξαγωγάς. Παρὰ ταῦτα, αἱ προσπάθειαι τῶν βιομηχάνων προσκρούουν εἰς τὴν ἔλλειψιν κεφαλαίων καὶ κινήτρων. Ἡ ἀνάγκη τῆς ἐκσυγχρονίσεως τῶν μεθόδων παραγωγῆς καθίσταται ἐπιτακτική, ἐνόψει τῆς συνδέσεως τῆς χώρας μας μετὰ τῆς Κοινῆς Ἀγορᾶς. Ἡ Κυβέρνησις καλεῖται νὰ μελετήσῃ τὸ θέμα.: [6, 1398, 357, 1514]
- column-rule: [363, 14, 364, 2335]
- column-rule: [917, 14, 918, 2335]
- victim-caption-right: Ὁ δεκαετὴς Γεώργιος Ἱερεισσιώτης, ἐνὸς ἀπὸ τὰ θύματα τῆς μοιραίας συγκρούσεως.: [1359, 1677, 1554, 1696]
- victim-caption-left: Ὁ ὑποκύψας εἰς τὰ τραύματα του κ. Κων. Χονδρόδημος, ἰδιοκτήτης τοῦ ξενοδοχείου «Παλλάς», μετὰ πάλην 15 ἡμερῶν με τὸν θάνατον.: [1138, 1677, 1343, 1706]
- cities-headline: ΠΟΛΕΙΣ 25.000 ΚΑΤΟΙΚΩΝ ΑΝΕΥ ΠΥΡΟΣΒΕΣΤΕΙΩΝ: [599, 274, 905, 316]
- sports-column: Ἡ ἀθλητικὴ κίνησις ΣΗΜΕΡΟΝ ΔΙΕΞΑΓΟΝΤΑΙ ΟΙ ΤΕΛΕΥΤΑΙΟΙ ΑΓΩΝΕΣ ΤΗΣ ΠΟΔΟΣΦΑΙΡΙΚΗΣ ΠΕΡΙΟΔΟΥ ΤΟΥ 1961 - 62 Εἰς ἀγῶνας καταστάσεως ὁ «Ἄρης» συναντᾷ τὴν «Νίκην» Βόλου, ὁ «Ἡρακλῆς» τὸν «Παναιτωλικὸν» καὶ ὁ ΠΑΟΚ τὸν «Πανελευσινιακόν». Αἱ φιλικαὶ συναντήσεις τῆς πόλεως καὶ τῶν ἐπαρχιῶν διεξάγονται κανονικῶς κατὰ τὸ πρόγραμμα. Ὁ «Πιερικὸς» μονομαχεῖ διὰ τὸν τίτλον τοῦ πρωταθλητοῦ εἰς Κατερίνην μὲ τὸν «Ἡρακλῆ» Καβάλας. Αἱ σημεριναὶ ἐξορμήσεις τῶν ὁμάδων Θεσσαλονίκης.— Σήμερον ὁ ἀγὼν τοῦ τουρνουὰ Μπουζιώτη. ΛΗΓΕΙ ΤΗΝ ΕΣΠΕΡΑΝ ΤΟ ΤΟΥΡΝΟΥΑ ΜΠΟΥΖΙΩΤΗ Διεθνεῖς ἀγῶνες στίβου Ἑλλάδος—Ρουμανίας Ἡ ποδοσφαιρικὴ περίοδος τοῦ 1961-62 λήγει σήμερον μὲ τὴν διεξαγωγὴν τῶν τελευταίων ἀγώνων εἰς ὅλας τὰς κατηγορίας. Εἰς τὴν Θεσσαλονίκην ἡ κίνησις θὰ εἶναι περιωρισμένη, δεδομένου ὅτι αἱ μεγάλαι ὁμάδες ἀγωνίζονται ἐκτὸς ἕδρας. Ὁ «Ἄρης» συναντᾷ εἰς Βόλον τὴν «Νίκην», ὁ ὁποῖος ἀποτελεῖ ἀγῶνα γοήτρου διὰ τοὺς κιτρινομαύρους. Ἡ ὁμὰς τῆς πόλεώς μας θὰ παρατάξῃ τὴν καλυτέραν δυνατὴν σύνθεσιν. Ὁ «Ἡρακλῆς» εἰς τὸ Ἀγρίνιον ἀναμετρᾶται μὲ τὸν «Παναιτωλικόν», ἐνῷ ὁ ΠΑΟΚ φιλοξενεῖ τὸν «Πανελευσινιακόν» εἰς τὸ γήπεδον τῆς Τούμπας. Εἰς τὸ πρωτάθλημα τῆς Β΄ Ἐθνικῆς ἡ «Καλαμαριὰ» συναντᾷ τὴν «Ἀναγέννησιν», ὁ «Ἀπόλλων» τὸν «Μακεδονικόν» καὶ ἡ «Ἀλεξάνδρεια» τὸν «Ἐδεσσαϊκόν». ΤΟ ΣΥΜΒΟΥΛΙΟΝ ΤΟΥ «ΗΡΑΚΛΕΟΥΣ». Τὸ Δ.Σ. τοῦ «Ἡρακλέους» συνεδριάσαν ἐξέδωσε ἀνακοίνωσιν περὶ τῆς συγκροτήσεως τῆς ὁμάδος διὰ τὴν νέαν περίοδον. Ο «ΑΡΗΣ» ΕΙΣ ΒΟΛΟΝ. Ἡ ἀποστολὴ τοῦ «Ἄρεως» ἀνεχώρησε χθὲς διὰ Βόλον ὑπὸ τὴν ἀρχηγίαν τοῦ προέδρου τῆς ὁμάδος. Ἡ σύνθεσις: Ζαχαριάδης, Τσιρικίδης, Σπυρίδων, Παπαδόπουλος, Μπούρτσης, Τζιαρτζῆς. ΤΟ ΤΟΥΡΝΟΥΑ ΜΠΟΥΖΙΩΤΗ. Σήμερον τὴν ἑσπέραν λήγει τὸ τουρνουὰ Μπουζιώτη μὲ τὸν ἀγῶνα τοῦ τελικοῦ. Ἡ προσέλευσις τοῦ κοινοῦ ἀναμένεται μεγάλη. ΤΟ ΠΡΩΤΑΘΛΗΜΑ ΧΑΛΚΙΔΙΚΗΣ. Ἡ ἐπιτροπὴ τοῦ πρωταθλήματος ἀνεκοίνωσε τὰ ἀποτελέσματα τῶν ἀγώνων τῆς παρελθούσης Κυριακῆς. ΝΙΚΗΤΗ ΑΘΩΝΙΑΣ - «ΔΟΞΑ». Εἰς τὸ γήπεδον τῆς Νικήτης διεξήχθη ὁ ἀγὼν μεταξὺ τῶν ὁμάδων. Ἐνίκησεν ἡ «Δόξα» μὲ 2-1. «ΘΕΣΣΑΛΙΚΟΣ». Ἡ ὁμὰς προσεκλήθη εἰς ἀγῶνας εἰς Ἐλασσῶνα καὶ Λάρισαν. Κατὰ τὸ τριήμερον τῶν ἀγώνων θὰ λάβουν μέρος ὅλοι οἱ ἀθληταὶ ποὺ ἔχουν ἐπιλεγῆ διὰ τὴν ἐθνικὴν ὁμάδα στίβου. Οἱ ἀγῶνες Ἑλλάδος—Ρουμανίας διεξάγονται εἰς τὸ Καλλιμάρμαρον Στάδιον. Ἡ ὁμοσπονδία ἀνεκοίνωσε τὴν σύνθεσιν τῆς ἐθνικῆς ὁμάδος, εἰς τὴν ὁποίαν περιλαμβάνονται καὶ ἀθληταὶ τῆς Θεσσαλονίκης. «ΑΝΑΤΟΛΙΑ» — «ΠΑΟΚ». Ὁ ἀγὼν τῶν νέων μεταξὺ τῆς «Ἀνατολίας» καὶ τοῦ ΠΑΟΚ θὰ διεξαχθῇ εἰς τὸ γήπεδον τοῦ Χαριλάου. ΕΙΣ ΣΑΡΑΝΤΑΠΟΡΟΝ. Τὴν ἐρχομένην Κυριακὴν θὰ διεξαχθῇ φιλικὸς ἀγὼν μεταξὺ τῶν τοπικῶν ὁμάδων. ΤΟ ΣΥΜΒΟΥΛΙΟΝ ΤΟΥ «ΜΑΚΕΔΟΝΙΚΟΥ». Τὸ συμβούλιον τοῦ «Μακεδονικοῦ» συνεδρίασε καὶ ἀπεφάσισε τὴν πραγματοποίησιν γενικῆς συνελεύσεως. ΤΟ ΣΥΜΒΟΥΛΙΟΝ ΤΗΣ «ΟΔΥΣΣΕΙΑΣ». Τὸ νεοεκλεγὲν συμβούλιον τοῦ συλλόγου συνεκροτήθη εἰς σῶμα ὡς ἑξῆς: Πρόεδρος, Ἀντιπρόεδρος, Γεν. Γραμματεύς, Ταμίας. «ΕΘΝΙΚΟΣ» ΕΙΣ ΠΛΑΤΥ. Ὁ «Ἐθνικὸς» θὰ μεταβῇ εἰς Πλατὺ ὅπου θὰ ἀγωνισθῇ πρὸς τὴν τοπικὴν ὁμάδα. Η «ΠΡΟΟΔΕΥΤΙΚΗ» ΕΙΣ ΓΙΑΝΝΙΤΣΑ. Ἡ ποδοσφαιρικὴ ὁμὰς τῆς «Προοδευτικῆς» ἀγωνίζεται σήμερον εἰς Γιαννιτσά. «ΚΕΡΑΥΝΟΣ» - «ΑΣΤΗΡ». Ἐνίκησεν ὁ «Κεραυνὸς» μὲ 3-0 εἰς τὸν χθεσινὸν ἀγῶνα. ΑΓΩΝΕΣ ΕΙΣ ΛΑΓΚΑΔΑΝ. Ἡ ὁμὰς τοῦ Λαγκαδᾶ θὰ ἀγωνισθῇ εἰς φιλικὸν ἀγῶνα μετὰ τῆς Ἀσσήρου. ΕΚΠΑΙΔΕΥΣΙΣ ΔΙΑΙΤΗΤΩΝ. Ἡ Ἕνωσις Διαιτητῶν Μακεδονίας ἀνακοινώνει τὴν ἔναρξιν τῶν μαθημάτων. ΑΓΩΝ «ΑΜΥΝΤΑΙΟΝ». Ἡ ὁμὰς τοῦ Ἀμυνταίου προσεκλήθη εἰς Φλώριναν διὰ φιλικὸν ἀγῶνα. Ο «ΑΣΤΗΡ» ΕΙΣ ΣΙΔΗΡΟΚΑΣΤΡΟΝ. Ὁ «Ἀστὴρ» θὰ μεταβῇ εἰς Σιδηρόκαστρον. ΙΔΡΥΣΙΝ ΒΙΟΜΗΧΑΝΙΑΣ ΣΥΝΘΕΤΙΚΩΝ ΙΝΩΝ ΖΗΤΕΙ Ο ΣΥΝΔΕΣΜΟΣ ΤΩΝ ΕΡΙΟΒΙΟΜΗΧΑΝΩΝ Ὁ Σύνδεσμος τῶν Ἐριοβιομηχάνων Ἑλλάδος ζητεῖ τὴν ἵδρυσιν βιομηχανίας συνθετικῶν ἰνῶν, ἡ ὁποία θὰ καλύψῃ τὰς ἀνάγκας τῆς ἐγχωρίου ὑφαντουργίας. Εἰς ὑπόμνημα πρὸς τὸ Ὑπουργεῖον Συντονισμοῦ τονίζεται ὅτι ἡ ἐγκατάστασις τοιαύτης βιομηχανίας εἶναι ἀπαραίτητος. Ὑπὸ τοῦ Συνδέσμου ἐπισημαίνεται ὅτι ἡ παραγωγὴ θὰ ἠδύνατο νὰ καλύψῃ καὶ ἐξαγωγάς. Παρὰ ταῦτα, αἱ προσπάθειαι τῶν βιομηχάνων προσκρούουν εἰς τὴν ἔλλειψιν κεφαλαίων καὶ κινήτρων. Ἡ ἀνάγκη τῆς ἐκσυγχρονίσεως τῶν μεθόδων παραγωγῆς καθίσταται ἐπιτακτική, ἐνόψει τῆς συνδέσεως τῆς χώρας μας μετὰ τῆς Κοινῆς Ἀγορᾶς. Ἡ Κυβέρνησις καλεῖται νὰ μελετήσῃ τὸ θέμα. ΜΙΚΡΑΙ ΕΠΑΡΧΙΑΚΑΙ ΕΙΔΗΣΕΙΣ ΑΠΟ ΤΟ ΑΜΥΝΤΑΙΟΝ ΑΜΥΝΤΑΙΟΝ, 30.— Κατὰ τὴν γενομένην συνεδρίασιν τοῦ Δημοτικοῦ Συμβουλίου ἀπεφασίσθη ἡ κατασκευὴ νέου ὑδραγωγείου διὰ τὴν ὕδρευσιν τῆς κωμοπόλεως. Ἐπίσης ἐνεκρίθη ἡ διάθεσις πιστώσεως διὰ τὴν ἐπισκευὴν τῶν ὁδῶν. Τὸ ἔργον ἀναμένεται νὰ ἀρχίσῃ ἐντὸς τοῦ προσεχοῦς μηνός. ΣΥΝΕΛΗΦΘΗΣΑΝ ΟΙ ΔΡΑΣΤΑΙ ΤΗΣ ΚΛΟΠΗΣ Ὑπὸ τῶν ἀστυνομικῶν ἀρχῶν συνελήφθησαν οἱ δράσται τῆς γενομένης κλοπῆς εἰς κατάστημα τῆς πόλεως. ΑΠΟ ΤΗΝ ΚΑΣΤΟΡΙΑΝ ΚΑΣΤΟΡΙΑ, 30.— Ἀπεφοίτησαν οἱ μαθηταὶ τοῦ Γυμνασίου Ἀρρένων Καστορίας. Ἀρρένες: Ἀποστολίδης Βασ., Ἀργυρίου Κων., Βαφειάδης Ἰωάν., Γεωργιάδης Νικ., Δημητρίου Ἀθαν. Θήλεις: Ἀναστασίου Μαρία, Βασιλείου Ἑλένη, Γκίκα Σοφία, Δήμου Αἰκατερίνη. Ἐπίσης ἀπεφοίτησαν οἱ μαθηταὶ τῆς Ἐμπορικῆς Σχολῆς.: [6, 16, 357, 1756]
- sympathy-signature: Ὁ ΣΥΝΤΑΞΙΟΥΧΟΣ: [1035, 505, 1120, 515]
- ti-nea-headline: ΤΙ ΝΕΑ ΑΠ' ΤΗΝ ΠΟΛΙ;: [377, 575, 571, 914]
- elevator-caption: Ὁ ἀνελκυστὴρ τοῦ «Καραβὰν — Σαράϊ», ὁ ὁποῖος μετεβλήθη εἰς λίμνην αἵματος, ἐκ τῆς ἀγωνιώδους προσπαθείας τοῦ ἐγκλωβισθέντος νεαροῦ, ὅπως ἐξέλθη.: [1148, 432, 1549, 452]
- athens-news-body: ΑΘΗΝΑΙ, 30.— Ἡ Ἐπιτροπὴ Τουρισμοῦ ἐνέκρινε τὴν ἀνέγερσιν νέων ξενοδοχείων εἰς τὰς νήσους τοῦ Αἰγαίου. — Ἀπὸ 1ης Ἰουλίου θὰ τεθῇ εἰς ἐφαρμογὴν τὸ νέον θερινὸν ὡράριον τῶν δημοσίων ὑπηρεσιῶν. — Ἡ Τράπεζα τῆς Ἑλλάδος ἀνεκοίνωσε τὰς τιμὰς τῶν συναλλάγματος. — Ἀνεκοινώθη ὁ ἀριθμὸς τῶν τουριστῶν ποὺ ἐπεσκέφθησαν τὴν χώραν. Νομισματικὴ κυκλοφορία: Ραδιοφωνικὸς ἐξοπλισμὸς 400.000, Σιδηροδρομικὴ 460.000, Ταχυδρομικὰ 380.000, Ὀδικὰ 410.000, Ναυτιλιακὰ 250.000. — Αἱ ἐξαγωγαὶ καπνοῦ παρουσίασαν αὔξησιν κατὰ τὸ τρέχον ἔτος. — Ὁ ὑπουργὸς Ἐμπορίου ἀνεχώρησεν εἰς Βρυξέλλας.: [591, 1415, 912, 1553]
